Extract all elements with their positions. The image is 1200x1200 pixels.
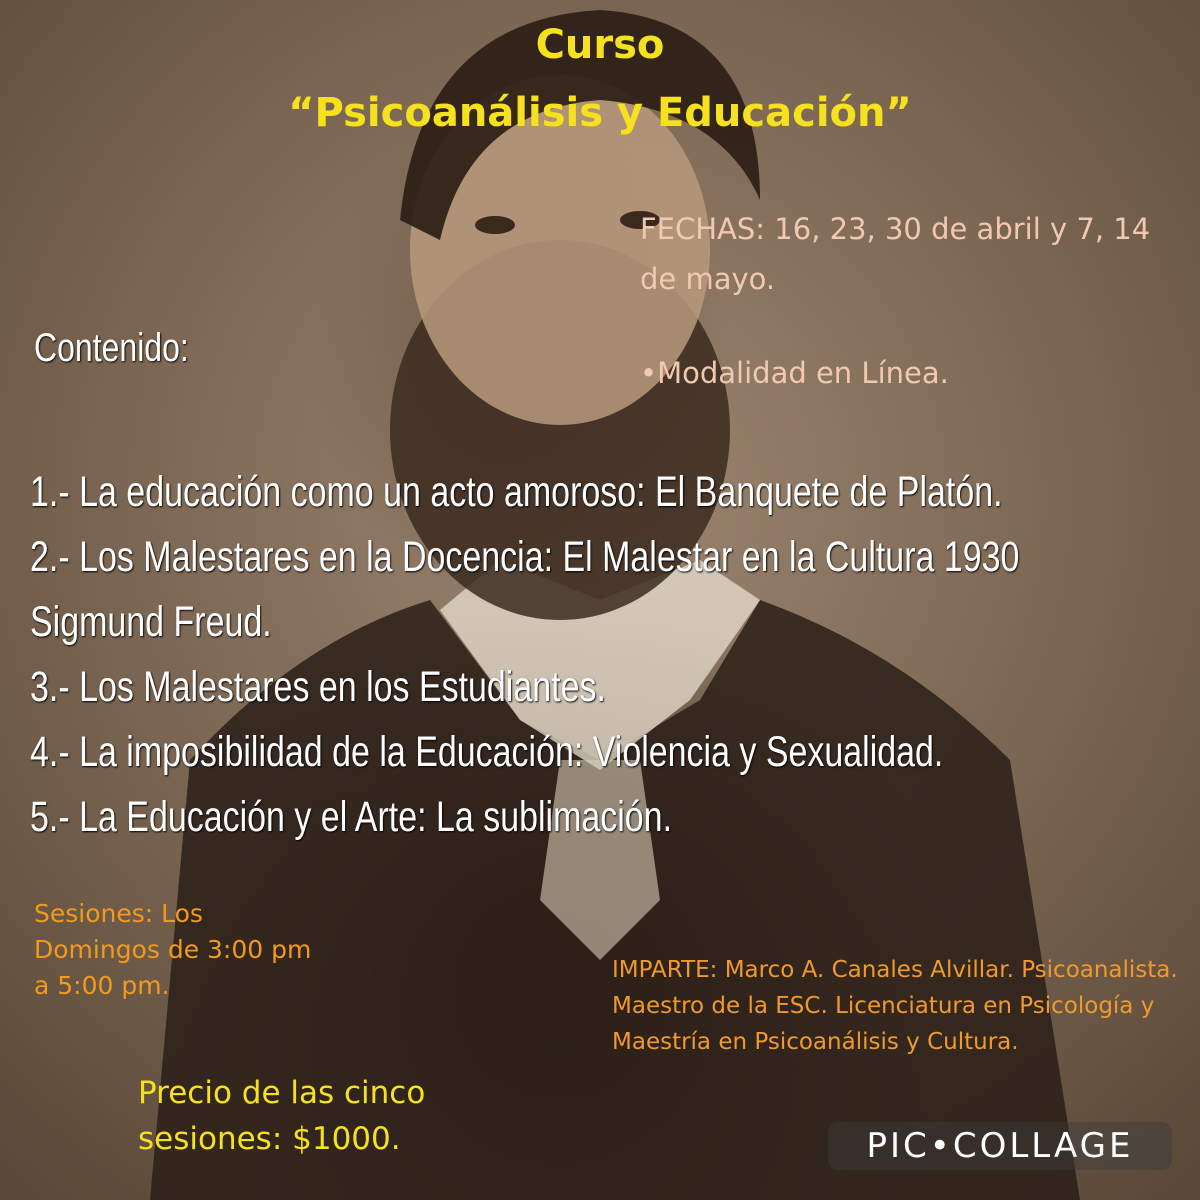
- content-item: 2.- Los Malestares en la Docencia: El Malestar en la Cultura 1930: [30, 533, 1020, 581]
- sessions-info: Sesiones: Los Domingos de 3:00 pm a 5:00 pm.: [34, 899, 312, 1000]
- content-item: 4.- La imposibilidad de la Educación: Violencia y Sexualidad.: [30, 728, 944, 776]
- watermark: PIC•COLLAGE: [866, 1126, 1134, 1166]
- content-item: 5.- La Educación y el Arte: La sublimación.: [30, 793, 673, 841]
- course-label: Curso: [535, 22, 665, 68]
- instructor-info: IMPARTE: Marco A. Canales Alvillar. Psicoanalista. Maestro de la ESC. Licenciatura en Psicología y Maestría en Psicoanálisis y Cultura.: [612, 957, 1178, 1055]
- content-list: [30, 460, 1160, 850]
- course-dates: FECHAS: 16, 23, 30 de abril y 7, 14 de mayo.: [640, 212, 1151, 296]
- content-item: 3.- Los Malestares en los Estudiantes.: [30, 663, 606, 711]
- content-item: 1.- La educación como un acto amoroso: El Banquete de Platón.: [30, 468, 1003, 516]
- content-item: Sigmund Freud.: [30, 598, 272, 646]
- course-title: “Psicoanálisis y Educación”: [288, 90, 912, 136]
- course-modality: •Modalidad en Línea.: [640, 356, 949, 390]
- price-info: Precio de las cinco sesiones: $1000.: [138, 1075, 426, 1157]
- content-heading: Contenido:: [34, 326, 189, 370]
